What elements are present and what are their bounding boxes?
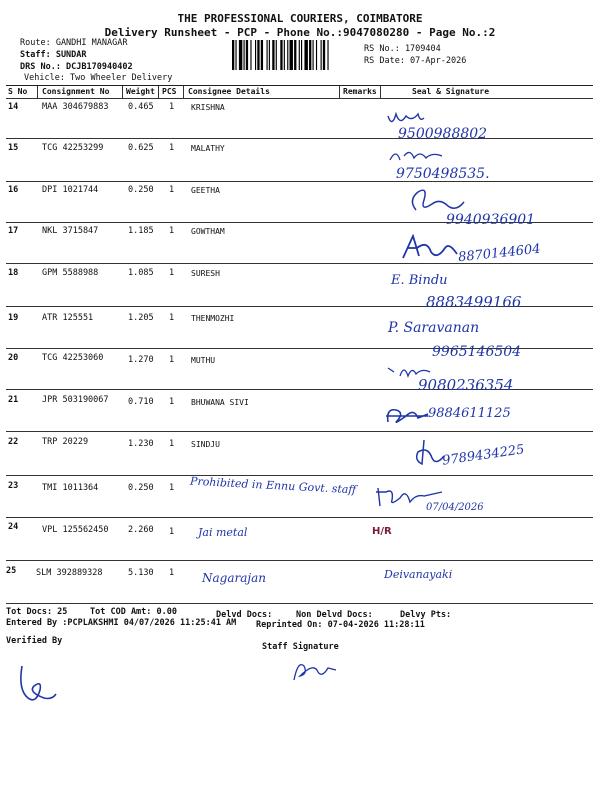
barcode-bar	[316, 40, 317, 70]
row-sno: 24	[8, 522, 19, 532]
barcode-bar	[304, 40, 307, 70]
barcode-bar	[257, 40, 259, 70]
signature-scribble	[399, 234, 459, 262]
row-consignment: MAA 304679883	[42, 102, 109, 112]
barcode-bar	[301, 40, 302, 70]
handwritten-consignee: Jai metal	[198, 526, 248, 539]
barcode-bar	[255, 40, 256, 70]
row-weight: 0.250	[128, 483, 154, 493]
row-divider	[6, 603, 593, 604]
row-weight: 1.230	[128, 439, 154, 449]
row-divider	[6, 560, 593, 561]
barcode-bar	[309, 40, 311, 70]
handwritten-phone: 9080236354	[418, 376, 514, 394]
barcode-bar	[261, 40, 263, 70]
row-divider	[6, 475, 593, 476]
drs-number: DRS No.: DCJB170940402	[20, 62, 133, 72]
row-sno: 16	[8, 185, 19, 195]
col-consignment: Consignment No	[42, 87, 110, 96]
handwritten-phone: 9750498535.	[396, 166, 490, 182]
row-consignment: GPM 5588988	[42, 268, 99, 278]
barcode-bar	[235, 40, 236, 70]
rs-date: RS Date: 07-Apr-2026	[364, 56, 467, 66]
row-consignment: TRP 20229	[42, 437, 89, 447]
row-divider	[6, 517, 593, 518]
col-divider	[183, 86, 184, 98]
total-cod-amount: Tot COD Amt: 0.00	[90, 607, 177, 617]
barcode	[232, 40, 360, 70]
handwritten-phone: 8883499166	[426, 293, 522, 311]
row-consignment: TCG 42253299	[42, 143, 104, 153]
row-consignment: TMI 1011364	[42, 483, 99, 493]
runsheet-table	[6, 85, 593, 604]
row-consignment: ATR 125551	[42, 313, 94, 323]
row-consignment: JPR 503190067	[42, 395, 109, 405]
barcode-bar	[267, 40, 268, 70]
barcode-bar	[284, 40, 285, 70]
barcode-bar	[246, 40, 248, 70]
handwritten-phone: 9500988802	[398, 126, 488, 142]
barcode-bar	[232, 40, 234, 70]
row-consignment: VPL 125562450	[42, 525, 109, 535]
row-sno: 15	[8, 143, 19, 153]
barcode-bar	[321, 40, 322, 70]
row-consignee: GEETHA	[191, 186, 220, 195]
row-weight: 1.185	[128, 226, 154, 236]
row-consignee: MALATHY	[191, 144, 225, 153]
handwritten-phone: 9965146504	[432, 344, 522, 360]
handwritten-phone: 9940936901	[446, 212, 536, 228]
row-weight: 1.085	[128, 268, 154, 278]
row-consignee: BHUWANA SIVI	[191, 398, 249, 407]
barcode-bar	[276, 40, 277, 70]
col-pcs: PCS	[162, 87, 177, 96]
handwritten-phone: 8870144604	[457, 241, 542, 266]
row-weight: 0.465	[128, 102, 154, 112]
handwritten-phone: 9884611125	[428, 406, 511, 421]
row-divider	[6, 181, 593, 182]
vehicle-label: Vehicle: Two Wheeler Delivery	[24, 73, 173, 83]
row-weight: 1.270	[128, 355, 154, 365]
row-divider	[6, 431, 593, 432]
row-pcs: 1	[169, 439, 175, 449]
staff-signature	[288, 656, 338, 684]
row-consignee: SINDJU	[191, 440, 220, 449]
signature-scribble	[384, 402, 430, 426]
row-weight: 0.625	[128, 143, 154, 153]
row-consignment: TCG 42253060	[42, 353, 104, 363]
row-pcs: 1	[169, 102, 175, 112]
col-remarks: Remarks	[343, 87, 377, 96]
row-consignment: DPI 1021744	[42, 185, 99, 195]
row-sno: 20	[8, 353, 19, 363]
col-divider	[158, 86, 159, 98]
row-weight: 0.250	[128, 185, 154, 195]
verified-signature	[14, 660, 58, 706]
total-docs: Tot Docs: 25	[6, 607, 68, 617]
delivered-docs: Delvd Docs:	[216, 610, 273, 620]
row-sno: 21	[8, 395, 19, 405]
row-weight: 2.260	[128, 525, 154, 535]
col-divider	[37, 86, 38, 98]
handwritten-date: 07/04/2026	[426, 502, 484, 513]
handwritten-signature: P. Saravanan	[388, 320, 480, 336]
barcode-bar	[287, 40, 288, 70]
col-weight: Weight	[126, 87, 155, 96]
row-consignee: THENMOZHI	[191, 314, 235, 323]
row-sno: 17	[8, 226, 19, 236]
row-weight: 5.130	[128, 568, 154, 578]
col-consignee: Consignee Details	[188, 87, 270, 96]
route-label: Route: GANDHI MANAGAR	[20, 38, 128, 48]
non-delivered-docs: Non Delvd Docs:	[296, 610, 373, 620]
row-consignee: GOWTHAM	[191, 227, 225, 236]
row-pcs: 1	[169, 568, 175, 578]
handwritten-consignee: Nagarajan	[202, 571, 266, 585]
row-pcs: 1	[169, 397, 175, 407]
row-sno: 18	[8, 268, 19, 278]
company-title: THE PROFESSIONAL COURIERS, COIMBATORE	[177, 12, 423, 25]
col-divider	[380, 86, 381, 98]
handwritten-signature: E. Bindu	[391, 273, 448, 288]
row-divider	[6, 98, 593, 99]
staff-signature-label: Staff Signature	[262, 642, 339, 652]
row-consignee: KRISHNA	[191, 103, 225, 112]
row-consignment: NKL 3715847	[42, 226, 99, 236]
barcode-bar	[272, 40, 274, 70]
barcode-bar	[327, 40, 328, 70]
barcode-bar	[250, 40, 251, 70]
row-pcs: 1	[169, 527, 175, 537]
row-pcs: 1	[169, 483, 175, 493]
reprinted-on: Reprinted On: 07-04-2026 11:28:11	[256, 620, 425, 630]
runsheet-subtitle: Delivery Runsheet - PCP - Phone No.:9047080280 - Page No.:2	[104, 26, 496, 39]
handwritten-consignee: Prohibited in Ennu Govt. staff	[189, 474, 357, 497]
row-divider	[6, 263, 593, 264]
col-divider	[122, 86, 123, 98]
rs-number: RS No.: 1709404	[364, 44, 441, 54]
barcode-bar	[290, 40, 293, 70]
col-divider	[339, 86, 340, 98]
barcode-bar	[294, 40, 296, 70]
row-pcs: 1	[169, 355, 175, 365]
row-pcs: 1	[169, 185, 175, 195]
row-consignment: SLM 392889328	[36, 568, 103, 578]
handwritten-signature: Deivanayaki	[384, 568, 453, 581]
row-weight: 0.710	[128, 397, 154, 407]
col-sno: S No	[8, 87, 28, 96]
row-divider	[6, 138, 593, 139]
row-sno: 19	[8, 313, 19, 323]
row-consignee: MUTHU	[191, 356, 216, 365]
row-consignee: SURESH	[191, 269, 220, 278]
barcode-bar	[244, 40, 245, 70]
barcode-bar	[239, 40, 242, 70]
signature-scribble	[386, 146, 446, 166]
row-sno: 14	[8, 102, 19, 112]
entered-by: Entered By :PCPLAKSHMI 04/07/2026 11:25:41 AM	[6, 618, 237, 628]
row-sno: 22	[8, 437, 19, 447]
row-weight: 1.205	[128, 313, 154, 323]
row-pcs: 1	[169, 268, 175, 278]
row-pcs: 1	[169, 226, 175, 236]
row-pcs: 1	[169, 143, 175, 153]
verified-by-label: Verified By	[6, 636, 63, 646]
barcode-bar	[299, 40, 300, 70]
row-sno: 25	[6, 566, 17, 576]
barcode-bar	[313, 40, 314, 70]
barcode-bar	[323, 40, 325, 70]
barcode-bar	[269, 40, 270, 70]
handwritten-stamp: H/R	[372, 526, 392, 537]
row-sno: 23	[8, 481, 19, 491]
barcode-bar	[280, 40, 282, 70]
handwritten-phone: 9789434225	[441, 442, 526, 469]
row-pcs: 1	[169, 313, 175, 323]
staff-label: Staff: SUNDAR	[20, 50, 87, 60]
delivery-points: Delvy Pts:	[400, 610, 452, 620]
col-seal-signature: Seal & Signature	[412, 87, 490, 96]
